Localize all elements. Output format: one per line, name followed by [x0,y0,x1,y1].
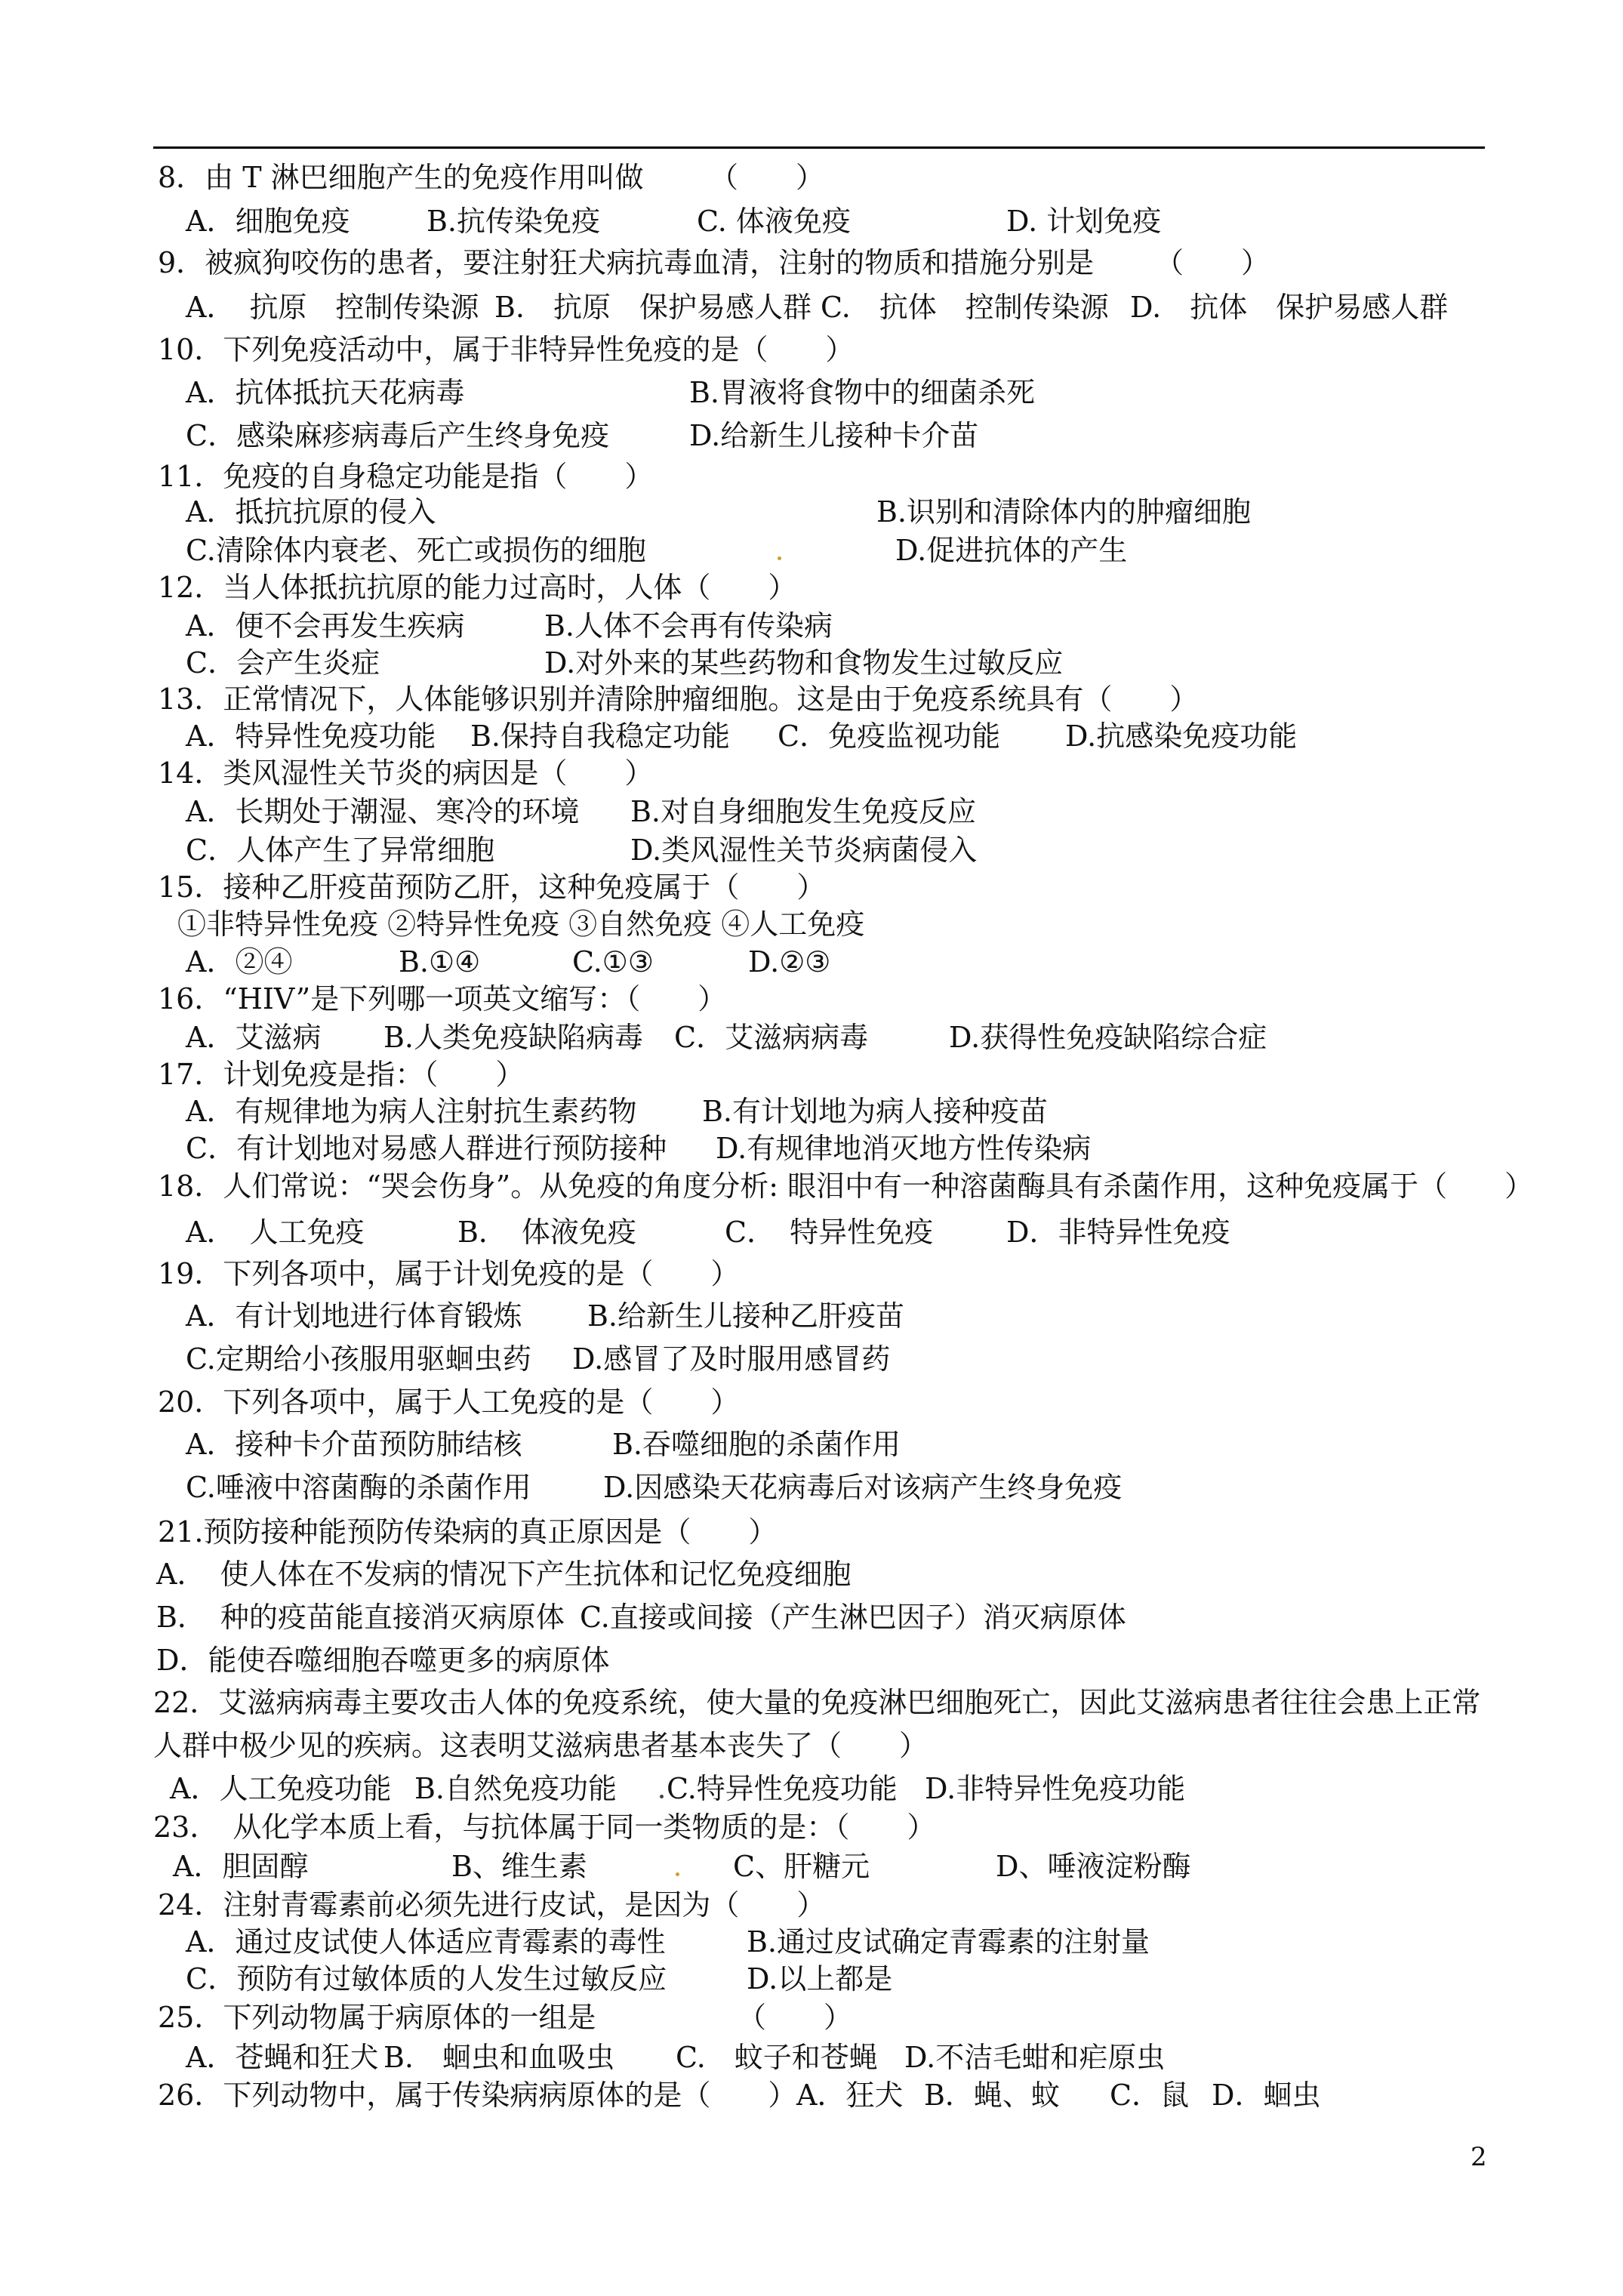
option-a: A．抗体抵抗天花病毒 [186,376,465,409]
question-stem: 16．“HIV”是下列哪一项英文缩写：（ ） [158,982,727,1015]
option-d: D.类风湿性关节炎病菌侵入 [630,834,978,867]
option-b: B.人类免疫缺陷病毒 [383,1021,644,1054]
option-d: D．能使吞噬细胞吞噬更多的病原体 [156,1644,610,1677]
option-a: A． 使人体在不发病的情况下产生抗体和记忆免疫细胞 [156,1558,852,1591]
header-rule [153,146,1485,149]
option-b: B.抗传染免疫 [427,205,601,238]
option-b: B、维生素 [451,1850,587,1883]
option-c: C.①③ [572,945,654,978]
question-stem: 19．下列各项中，属于计划免疫的是（ ） [158,1257,740,1290]
option-b: B.对自身细胞发生免疫反应 [630,795,977,828]
question-stem: 18．人们常说：“哭会伤身”。从免疫的角度分析: 眼泪中有一种溶菌酶具有杀菌作用，这种免疫属于（ ） [158,1170,1534,1203]
option-a: A． 人工免疫 [186,1216,365,1249]
question-stem: 20．下列各项中，属于人工免疫的是（ ） [158,1385,740,1419]
question-stem: 17．计划免疫是指：（ ） [158,1058,525,1091]
option-c: C．会产生炎症 [186,646,380,680]
question-stem: 24．注射青霉素前必须先进行皮试，是因为（ ） [158,1888,826,1922]
option-b: B.识别和清除体内的肿瘤细胞 [876,495,1252,529]
option-b: B.给新生儿接种乙肝疫苗 [587,1299,905,1333]
option-a: A．胆固醇 [173,1850,309,1883]
option-d: D.给新生儿接种卡介苗 [689,419,979,452]
option-a: A．艾滋病 [186,1021,322,1054]
option-d: D.感冒了及时服用感冒药 [572,1342,891,1376]
question-stem: 23． 从化学本质上看，与抗体属于同一类物质的是：（ ） [153,1811,936,1844]
option-d: D.有规律地消灭地方性传染病 [716,1132,1092,1165]
option-c: C. 蚊子和苍蝇 [676,2041,878,2074]
answer-blank: （ ） [1155,246,1270,279]
question-stem-line-1: 22．艾滋病病毒主要攻击人体的免疫系统，使大量的免疫淋巴细胞死亡，因此艾滋病患者往往会患上正常 [153,1686,1481,1719]
option-a: A．有计划地进行体育锻炼 [186,1299,522,1333]
option-d: D.不洁毛蚶和疟原虫 [904,2041,1166,2074]
option-c: C．感染麻疹病毒后产生终身免疫 [186,419,610,452]
option-b: B.通过皮试确定青霉素的注射量 [747,1925,1150,1959]
option-c: C．预防有过敏体质的人发生过敏反应 [186,1962,667,1996]
question-stem: 11．免疫的自身稳定功能是指（ ） [158,460,654,493]
option-c: C．鼠 [1110,2079,1190,2112]
option-b: B.①④ [399,945,481,978]
option-d: D.促进抗体的产生 [895,534,1128,567]
option-c: C．艾滋病病毒 [674,1021,869,1054]
option-c: C．免疫监视功能 [778,720,1001,753]
option-a: A．②④ [186,945,293,978]
option-a: A．有规律地为病人注射抗生素药物 [186,1095,637,1128]
question-stem: 14．类风湿性关节炎的病因是（ ） [158,757,654,790]
option-a: A．便不会再发生疾病 [186,609,465,643]
option-c: C. 体液免疫 [697,205,851,238]
option-a: A．接种卡介苗预防肺结核 [186,1428,522,1461]
option-b: B.有计划地为病人接种疫苗 [702,1095,1049,1128]
option-a: A．人工免疫功能 [170,1772,392,1805]
option-d: D.非特异性免疫功能 [925,1772,1186,1805]
option-d: D.对外来的某些药物和食物发生过敏反应 [544,646,1064,680]
option-c: C.定期给小孩服用驱蛔虫药 [186,1342,531,1376]
question-stem: 12．当人体抵抗抗原的能力过高时，人体（ ） [158,571,797,604]
option-d: D.获得性免疫缺陷综合症 [949,1021,1267,1054]
stray-mark [778,556,781,560]
option-b: B. 抗原 保护易感人群 [494,291,812,324]
page-number: 2 [1471,2142,1487,2172]
option-a: A．长期处于潮湿、寒冷的环境 [186,795,580,828]
option-c: C．人体产生了异常细胞 [186,834,495,867]
option-c: C．有计划地对易感人群进行预防接种 [186,1132,667,1165]
option-d: D.因感染天花病毒后对该病产生终身免疫 [603,1471,1123,1504]
option-b: B． 体液免疫 [457,1216,636,1249]
option-b: B.胃液将食物中的细菌杀死 [689,376,1036,409]
answer-blank: （ ） [710,161,825,194]
option-c: C.唾液中溶菌酶的杀菌作用 [186,1471,531,1504]
option-c: C. 抗体 控制传染源 [821,291,1109,324]
option-c: C． 特异性免疫 [725,1216,934,1249]
option-c: C、肝糖元 [733,1850,870,1883]
question-stem: 25．下列动物属于病原体的一组是 [158,2001,596,2034]
question-stem: 15．接种乙肝疫苗预防乙肝，这种免疫属于（ ） [158,871,826,904]
option-a: A．特异性免疫功能 [186,720,436,753]
option-d: D．非特异性免疫 [1006,1216,1230,1249]
option-a: A．通过皮试使人体适应青霉素的毒性 [186,1925,666,1959]
numbered-choices: ①非特异性免疫 ②特异性免疫 ③自然免疫 ④人工免疫 [177,908,865,941]
option-a: A．抵抗抗原的侵入 [186,495,436,529]
option-c: C.清除体内衰老、死亡或损伤的细胞 [186,534,646,567]
option-b: B.人体不会再有传染病 [544,609,833,643]
question-stem: 26．下列动物中，属于传染病病原体的是（ ） [158,2079,797,2112]
option-d: D、唾液淀粉酶 [996,1850,1191,1883]
stray-mark [660,1795,664,1798]
option-b: B． 种的疫苗能直接消灭病原体 [156,1601,565,1634]
question-stem-line-2: 人群中极少见的疾病。这表明艾滋病患者基本丧失了（ ） [153,1729,929,1762]
option-b: B.吞噬细胞的杀菌作用 [612,1428,901,1461]
question-stem: 13．正常情况下，人体能够识别并清除肿瘤细胞。这是由于免疫系统具有（ ） [158,683,1199,716]
option-d: D. 计划免疫 [1006,205,1162,238]
question-stem: 8．由 T 淋巴细胞产生的免疫作用叫做 [158,161,644,194]
option-b: B.自然免疫功能 [414,1772,617,1805]
option-c: C.直接或间接（产生淋巴因子）消灭病原体 [580,1601,1126,1634]
option-a: A．狂犬 [796,2079,904,2112]
option-a: A．细胞免疫 [186,205,350,238]
option-a: A．苍蝇和狂犬 [186,2041,379,2074]
option-c: C.特异性免疫功能 [667,1772,898,1805]
option-d: D.抗感染免疫功能 [1065,720,1298,753]
stray-mark [676,1872,679,1876]
question-stem: 10．下列免疫活动中，属于非特异性免疫的是（ ） [158,333,855,366]
question-stem: 21.预防接种能预防传染病的真正原因是（ ） [158,1515,778,1549]
option-d: D．蛔虫 [1212,2079,1321,2112]
option-d: D.以上都是 [747,1962,893,1996]
option-d: D. 抗体 保护易感人群 [1130,291,1449,324]
option-d: D.②③ [748,945,831,978]
option-b: B.保持自我稳定功能 [470,720,731,753]
question-stem: 9．被疯狗咬伤的患者，要注射狂犬病抗毒血清，注射的物质和措施分别是 [158,246,1095,279]
option-b: B. 蛔虫和血吸虫 [383,2041,615,2074]
answer-blank: （ ） [738,2001,853,2034]
option-b: B．蝇、蚊 [924,2079,1060,2112]
option-a: A． 抗原 控制传染源 [186,291,479,324]
